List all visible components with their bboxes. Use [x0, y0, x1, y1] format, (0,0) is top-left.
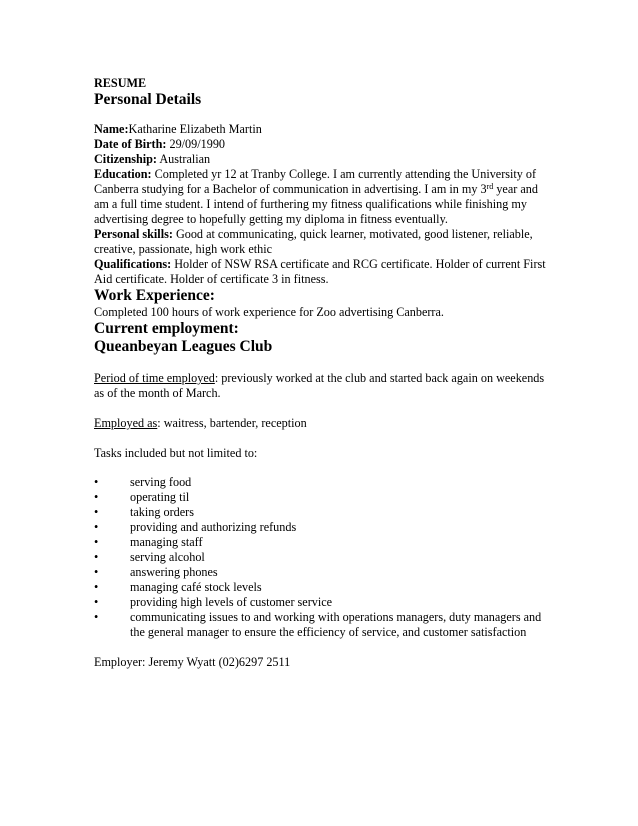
list-item [94, 565, 554, 580]
bullet-icon: • [94, 550, 99, 564]
qualifications-label: Qualifications: [94, 257, 172, 271]
current-employment-heading [94, 320, 554, 356]
list-item [94, 595, 554, 610]
period-employed-label: Period of time employed [94, 371, 215, 385]
skills-value: Good at communicating, quick learner, motivated, good listener, reliable, creative, passionate, high work ethic [94, 227, 533, 256]
citizenship-line [94, 152, 554, 167]
tasks-list [94, 475, 554, 640]
period-employed-line [94, 371, 554, 401]
task-text: providing high levels of customer service [130, 595, 333, 609]
work-experience-heading: Work Experience: [94, 287, 215, 304]
list-item [94, 535, 554, 550]
list-item [94, 505, 554, 520]
qualifications-value: Holder of NSW RSA certificate and RCG certificate. Holder of current First Aid certificate. Holder of certificate 3 in fitness. [94, 257, 546, 286]
bullet-icon: • [94, 535, 99, 549]
dob-line [94, 137, 554, 152]
bullet-icon: • [94, 505, 99, 519]
bullet-icon: • [94, 580, 99, 594]
list-item [94, 550, 554, 565]
education-line [94, 167, 554, 227]
tasks-intro: Tasks included but not limited to: [94, 446, 258, 460]
education-label: Education: [94, 167, 152, 181]
skills-label: Personal skills: [94, 227, 173, 241]
skills-line [94, 227, 554, 257]
employer-contact: Employer: Jeremy Wyatt (02)6297 2511 [94, 655, 291, 669]
list-item [94, 580, 554, 595]
bullet-icon: • [94, 475, 99, 489]
task-text: communicating issues to and working with operations managers, duty managers and the general manager to ensure the efficiency of service, and customer satisfaction [130, 610, 542, 639]
list-item [94, 490, 554, 505]
dob-value: 29/09/1990 [169, 137, 226, 151]
employer-name-title: Queanbeyan Leagues Club [94, 338, 273, 355]
current-employment-title: Current employment: [94, 320, 239, 337]
employed-as-label: Employed as [94, 416, 158, 430]
task-text: providing and authorizing refunds [130, 520, 297, 534]
employed-as-value: : waitress, bartender, reception [157, 416, 307, 430]
employed-as-line [94, 416, 554, 431]
bullet-icon: • [94, 595, 99, 609]
dob-label: Date of Birth: [94, 137, 167, 151]
name-value: Katharine Elizabeth Martin [128, 122, 262, 136]
education-value-2: year and am a full time student. I intend of furthering my fitness qualifications while finishing my advertising degree to hopefully getting my diploma in fitness eventually. [94, 182, 538, 226]
resume-label: RESUME [94, 76, 147, 90]
education-value-1: Completed yr 12 at Tranby College. I am currently attending the University of Canberra studying for a Bachelor of communication in advertising. I am in my 3 [94, 167, 537, 196]
task-text: managing staff [130, 535, 203, 549]
citizenship-value: Australian [159, 152, 211, 166]
qualifications-line [94, 257, 554, 287]
bullet-icon: • [94, 490, 99, 504]
list-item [94, 520, 554, 535]
bullet-icon: • [94, 520, 99, 534]
task-text: taking orders [130, 505, 194, 519]
name-label: Name: [94, 122, 129, 136]
bullet-icon: • [94, 610, 99, 624]
list-item [94, 475, 554, 490]
name-line [94, 122, 554, 137]
bullet-icon: • [94, 565, 99, 579]
work-experience-text: Completed 100 hours of work experience for Zoo advertising Canberra. [94, 305, 444, 319]
list-item [94, 610, 554, 640]
task-text: operating til [130, 490, 190, 504]
education-sup: rd [486, 182, 494, 191]
period-employed-value: : previously worked at the club and started back again on weekends as of the month of March. [94, 371, 545, 400]
citizenship-label: Citizenship: [94, 152, 157, 166]
personal-details-block [94, 122, 554, 287]
personal-details-heading: Personal Details [94, 91, 202, 108]
task-text: serving alcohol [130, 550, 205, 564]
task-text: serving food [130, 475, 192, 489]
task-text: answering phones [130, 565, 218, 579]
task-text: managing café stock levels [130, 580, 262, 594]
resume-content [94, 76, 554, 670]
